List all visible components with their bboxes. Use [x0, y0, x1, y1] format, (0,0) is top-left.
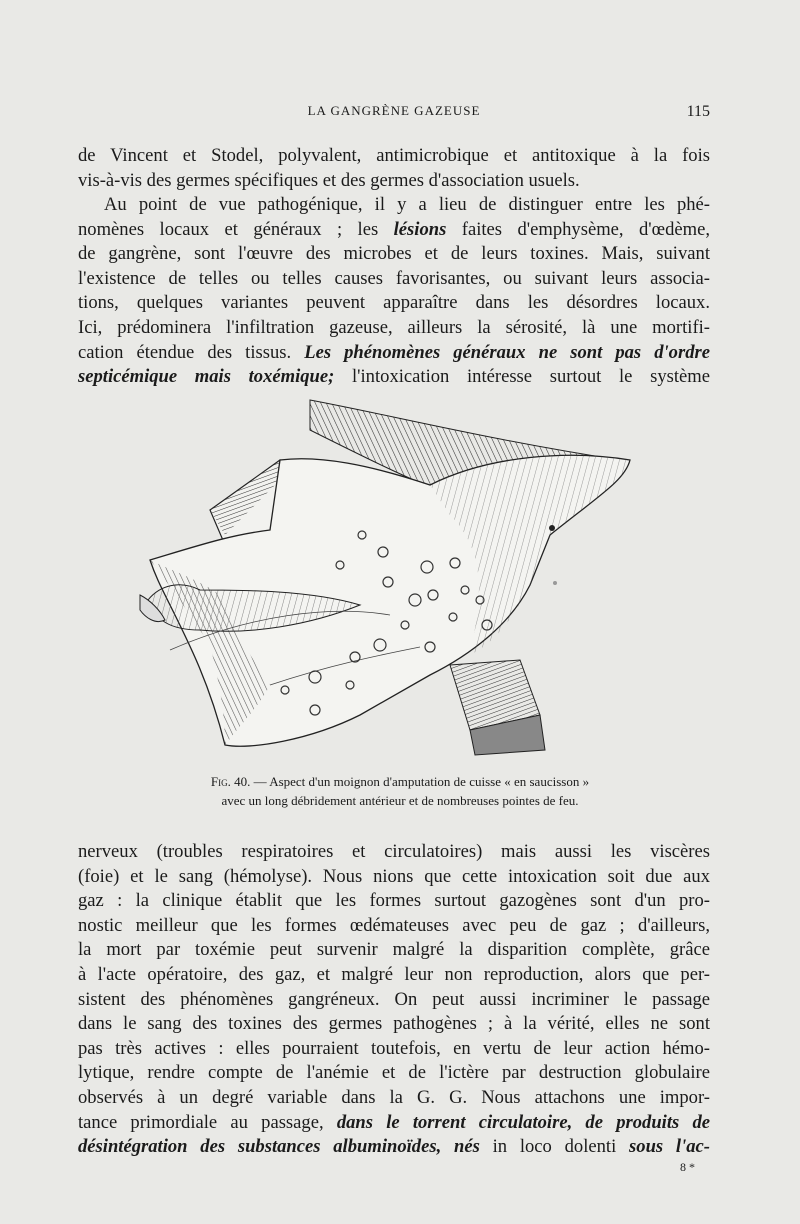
emphasis-text: désintégration des substances albuminoïdes, nés [78, 1136, 480, 1158]
emphasis-text: dans le torrent circulatoire, de produits de [336, 1111, 710, 1133]
text-line: de gangrène, sont l'œuvre des microbes et de leurs toxines. Mais, suivant [78, 243, 710, 265]
running-head-title: LA GANGRÈNE GAZEUSE [307, 103, 481, 118]
text-line: la mort par toxémie peut survenir malgré la disparition complète, grâce [78, 939, 710, 961]
text-line: observés à un degré variable dans la G. G. Nous attachons une impor- [78, 1086, 710, 1108]
text-line: dans le sang des toxines des germes pathogènes ; à la vérité, elles ne sont [78, 1013, 710, 1035]
figure-number: Fig. 40. [210, 774, 251, 789]
emphasis-text: septicémique mais toxémique; [78, 366, 335, 388]
caption-line: avec un long débridement antérieur et de nombreuses pointes de feu. [221, 793, 579, 808]
text-run: l'intoxication intéresse surtout le système [334, 366, 710, 388]
text-line: sistent des phénomènes gangréneux. On peut aussi incriminer le passage [78, 988, 710, 1010]
text-line: Ici, prédominera l'infiltration gazeuse, ailleurs la sérosité, là une mortifi- [78, 316, 710, 338]
text-run: cation étendue des tissus. [78, 341, 305, 363]
amputation-stump-engraving [130, 385, 660, 765]
emphasis-text: lésions [393, 218, 447, 240]
text-line [78, 1111, 710, 1136]
text-run: in loco dolenti [479, 1136, 630, 1158]
text-line: gaz : la clinique établit que les formes surtout gazogènes sont d'un pro- [78, 890, 710, 912]
caption-text: — Aspect d'un moignon d'amputation de cuisse « en saucisson » [250, 774, 590, 789]
emphasis-text: Les phénomènes généraux ne sont pas d'ordre [304, 341, 710, 363]
text-line: de Vincent et Stodel, polyvalent, antimicrobique et antitoxique à la fois [78, 145, 710, 166]
text-line: Au point de vue pathogénique, il y a lieu de distinguer entre les phé- [104, 194, 710, 215]
text-run: tance primordiale au passage, [78, 1111, 337, 1133]
text-line: nostic meilleur que les formes œdémateuses avec peu de gaz ; d'ailleurs, [78, 914, 710, 936]
text-line [78, 218, 710, 243]
page-number: 115 [686, 103, 710, 120]
text-line: l'existence de telles ou telles causes favorisantes, ou suivant leurs associa- [78, 267, 710, 289]
text-line: à l'acte opératoire, des gaz, et malgré leur non reproduction, alors que per- [78, 963, 710, 985]
text-line: (foie) et le sang (hémolyse). Nous nions que cette intoxication soit due aux [78, 865, 710, 887]
figure-caption [110, 772, 690, 810]
text-run: nomènes locaux et généraux ; les [78, 218, 394, 240]
paragraph-2 [78, 193, 710, 390]
text-line: tions, quelques variantes peuvent apparaître dans les désordres locaux. [78, 292, 710, 314]
text-line: nerveux (troubles respiratoires et circulatoires) mais aussi les viscères [78, 841, 710, 862]
paragraph-3 [78, 840, 710, 1160]
paragraph-1 [78, 144, 710, 193]
text-line: lytique, rendre compte de l'anémie et de l'ictère par destruction globulaire [78, 1062, 710, 1084]
caption-line [110, 772, 690, 791]
emphasis-text: sous l'ac- [629, 1136, 710, 1158]
text-line [78, 1135, 710, 1160]
text-line [78, 341, 710, 366]
text-line: pas très actives : elles pourraient toutefois, en vertu de leur action hémo- [78, 1037, 710, 1059]
text-line: vis-à-vis des germes spécifiques et des germes d'association usuels. [78, 169, 580, 191]
running-head [78, 103, 710, 123]
text-run: faites d'emphysème, d'œdème, [446, 218, 710, 240]
signature-mark: 8 * [680, 1160, 695, 1174]
figure-illustration [130, 385, 660, 765]
